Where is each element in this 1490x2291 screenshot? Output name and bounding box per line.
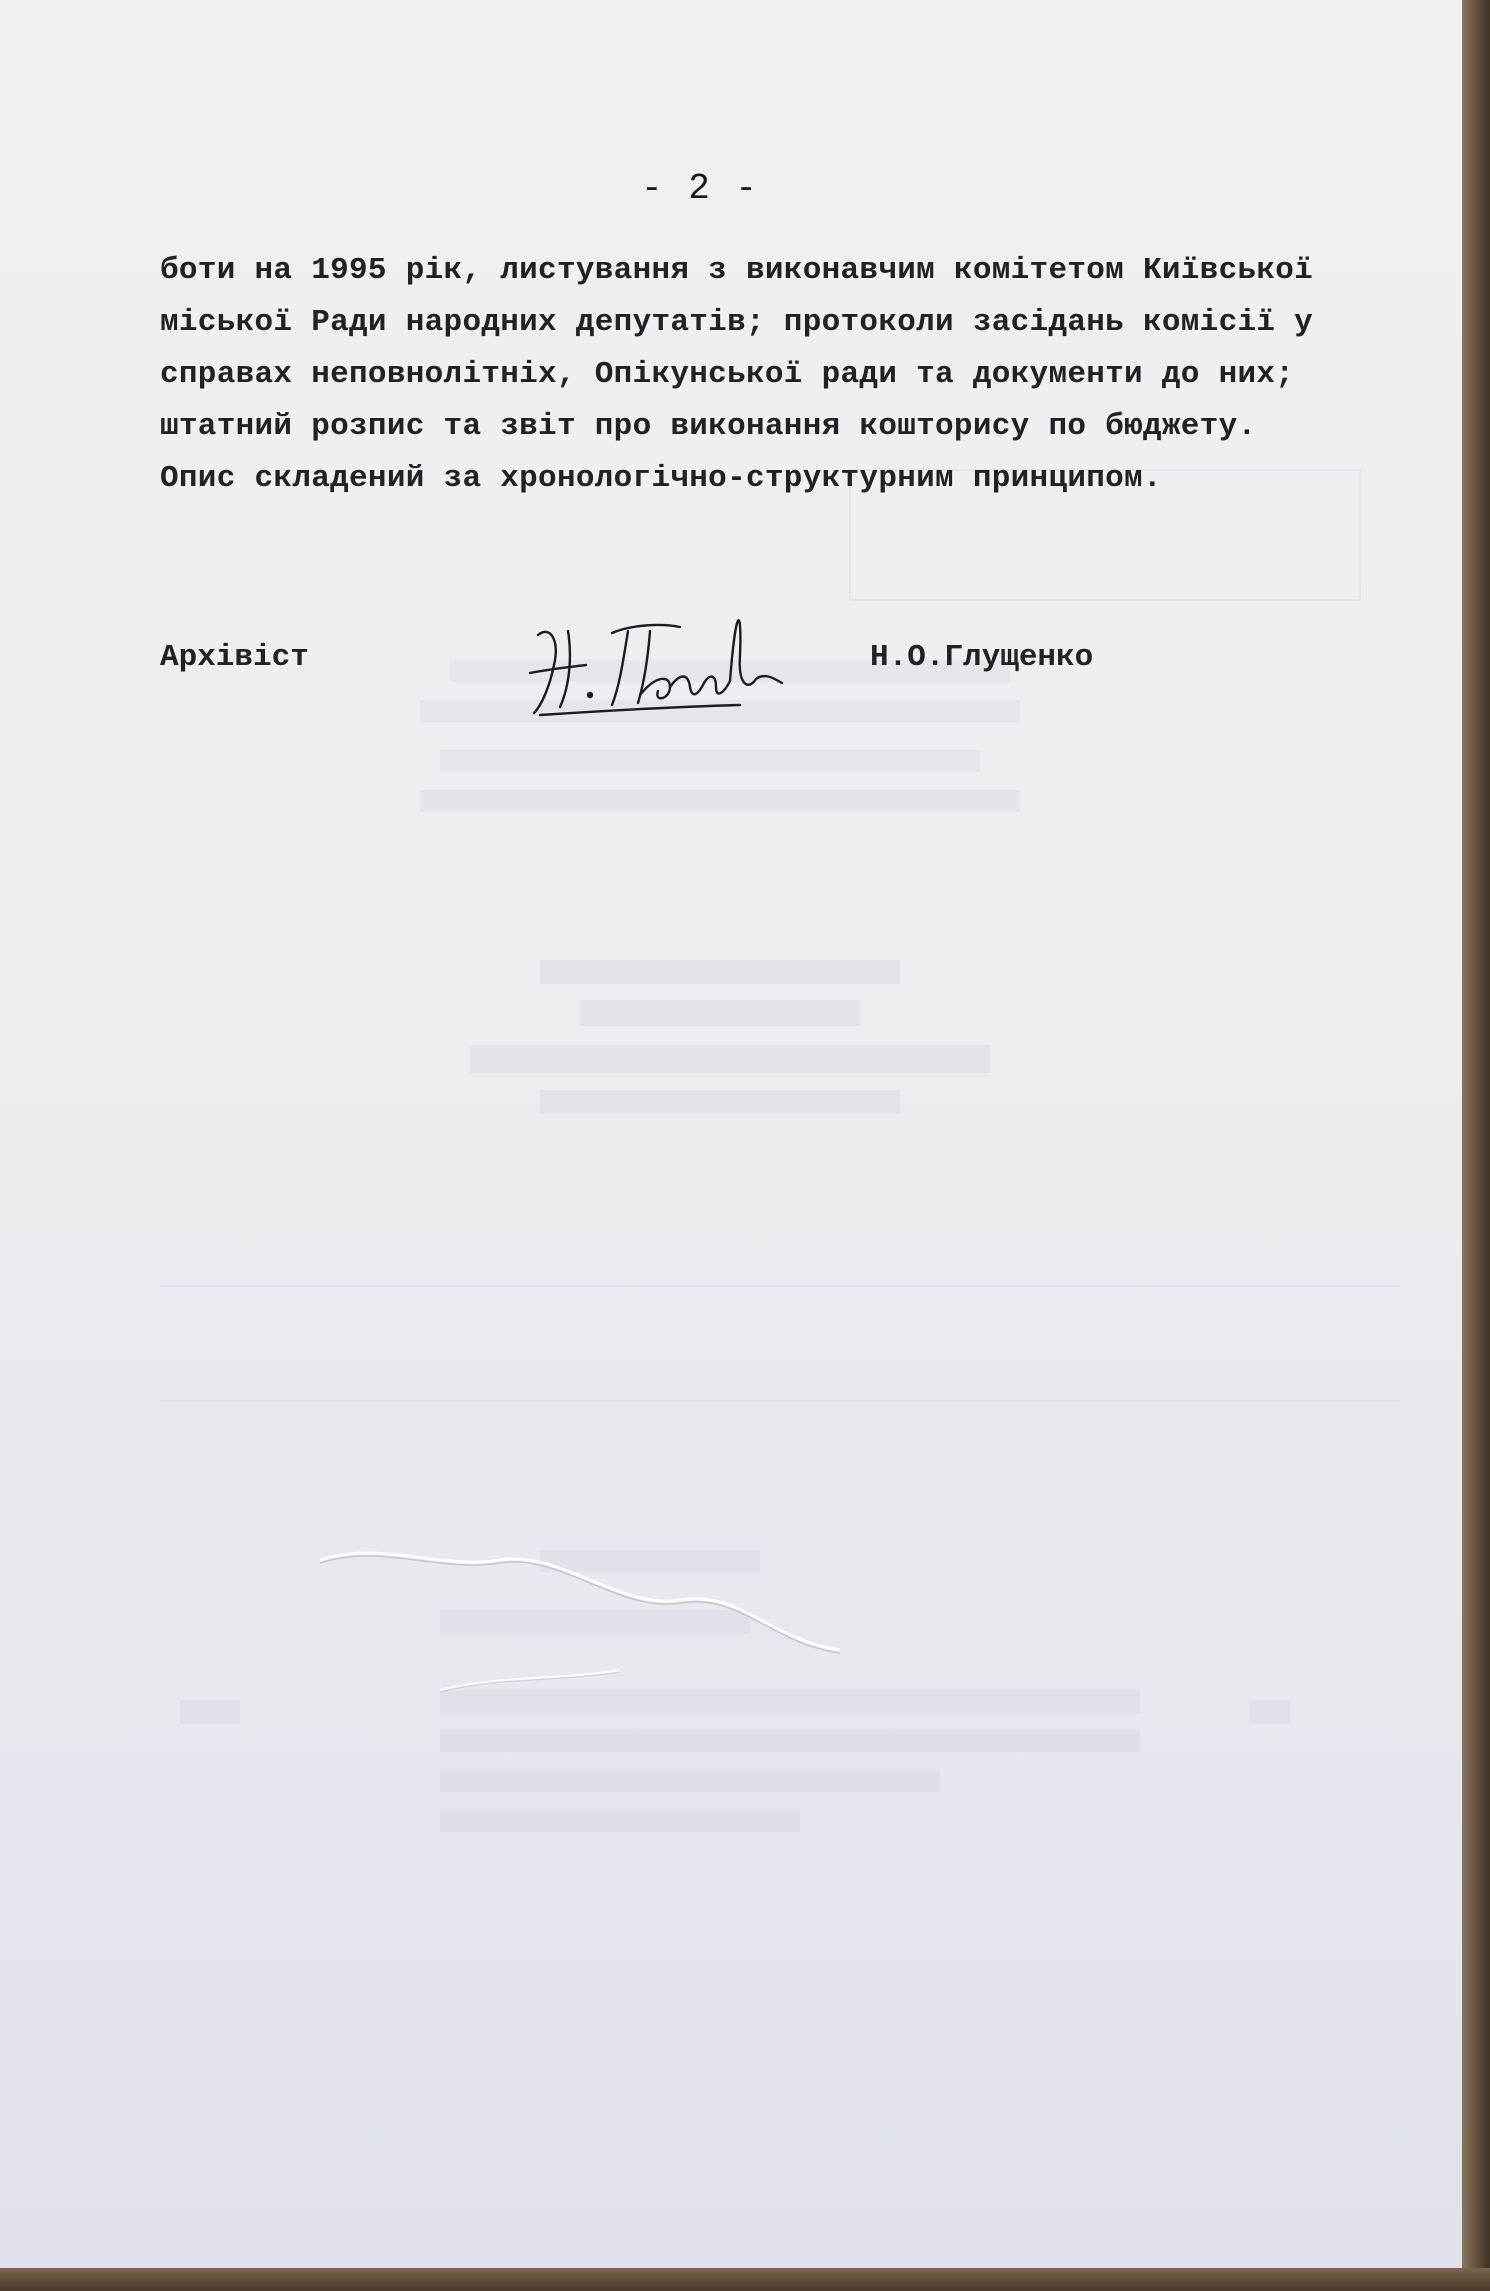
signature-block: [160, 640, 1390, 750]
signatory-name: Н.О.Глущенко: [870, 640, 1094, 675]
body-line: справах неповнолітніх, Опікунської ради та документи до них;: [160, 357, 1295, 392]
body-line: боти на 1995 рік, листування з виконавчим комітетом Київської: [160, 253, 1314, 288]
background-edge-bottom: [0, 2268, 1490, 2291]
body-line: Опис складений за хронологічно-структурним принципом.: [160, 461, 1162, 496]
background-edge-right: [1462, 0, 1490, 2291]
paper-crease: [300, 1500, 860, 1700]
page-number: - 2 -: [640, 168, 760, 209]
body-line: штатний розпис та звіт про виконання кошторису по бюджету.: [160, 409, 1257, 444]
handwritten-signature: [520, 595, 790, 725]
body-line: міської Ради народних депутатів; протоколи засідань комісії у: [160, 305, 1314, 340]
signatory-role: Архівіст: [160, 640, 309, 675]
body-paragraph: [160, 245, 1390, 505]
